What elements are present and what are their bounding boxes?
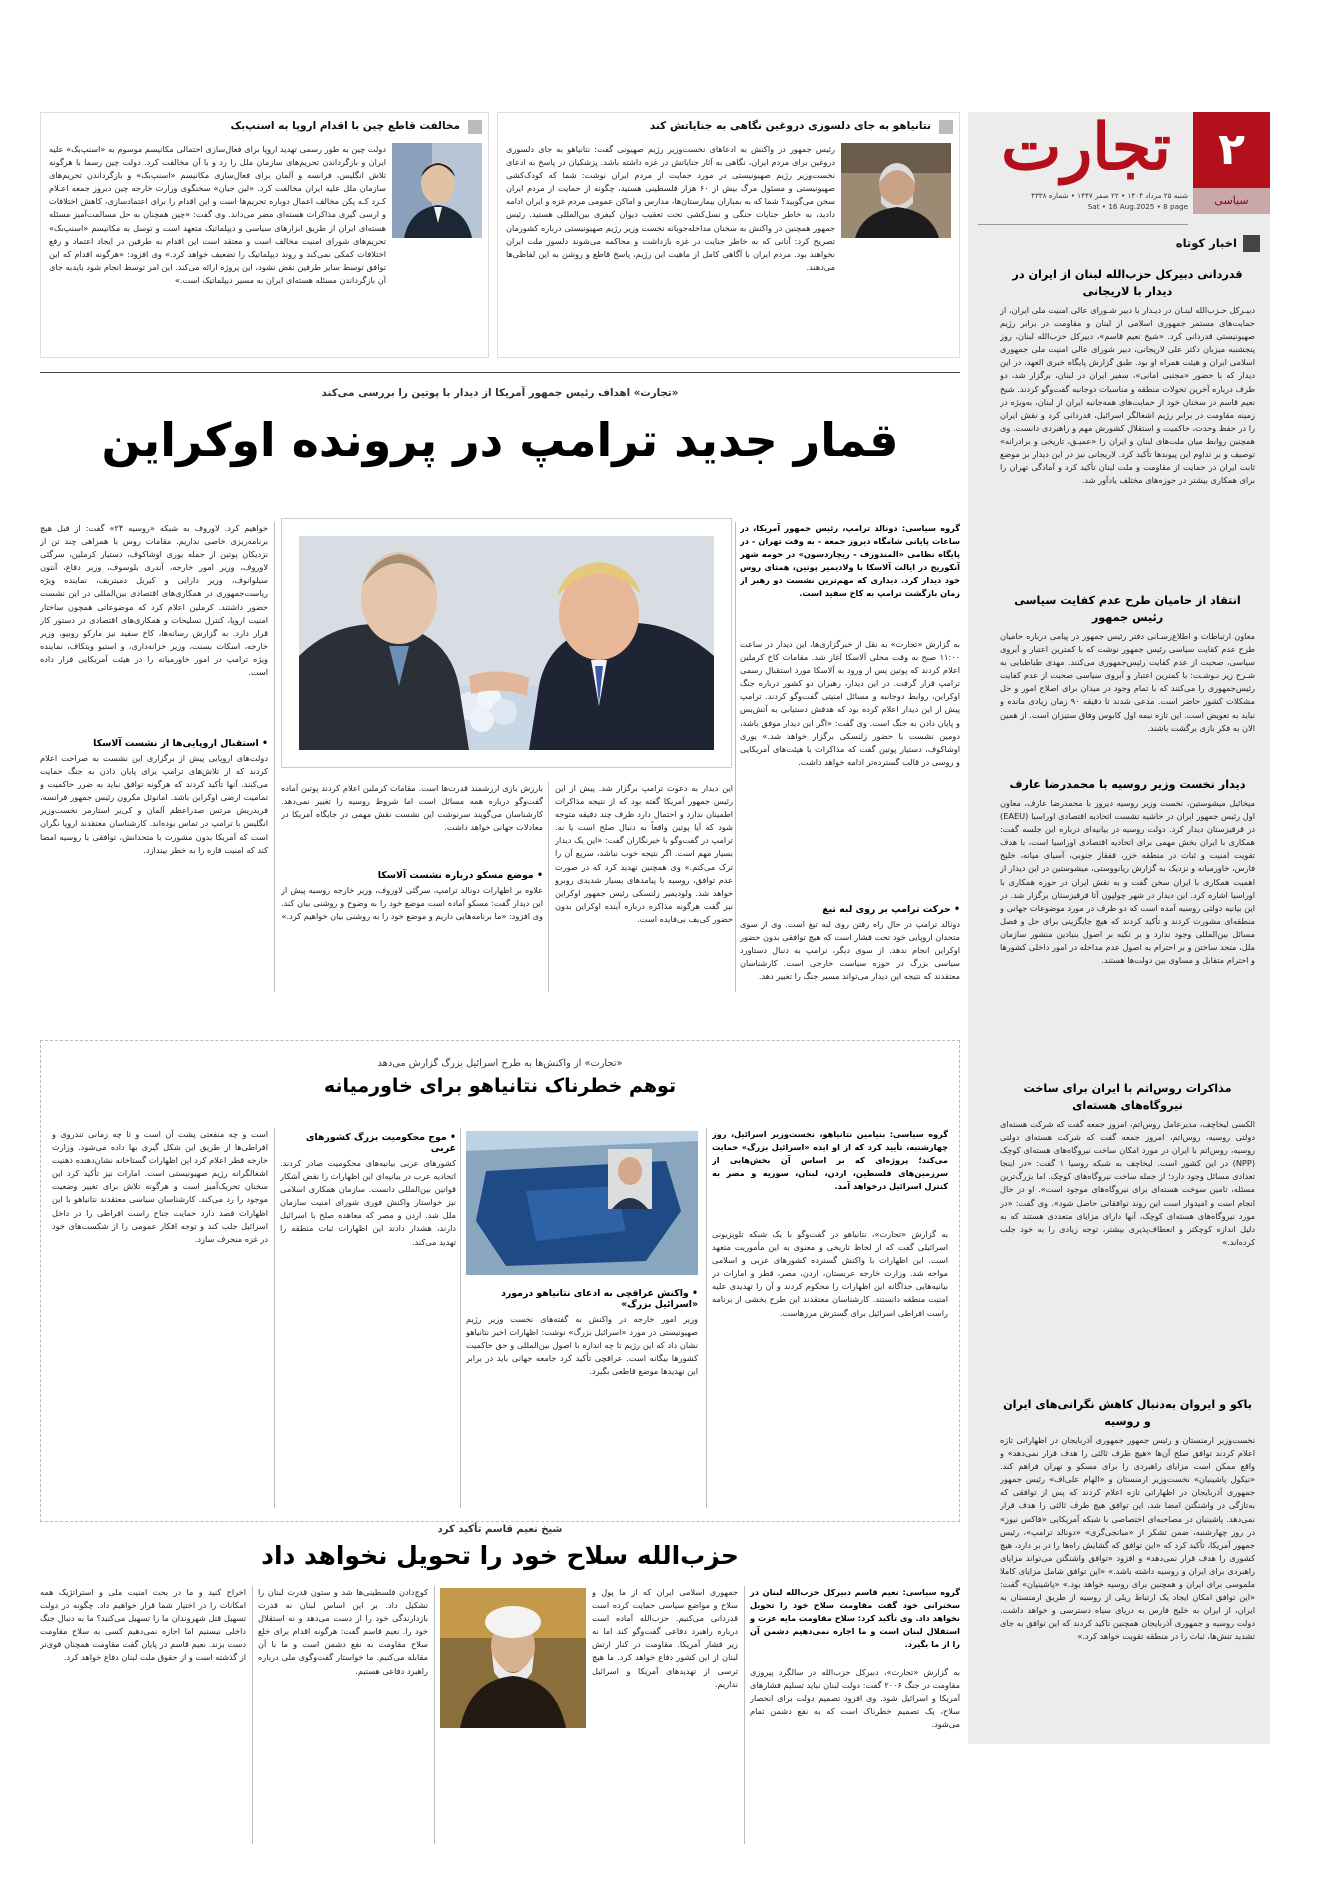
- net-col-2: [466, 1284, 698, 1493]
- main-headline: قمار جدید ترامپ در پرونده اوکراین: [101, 413, 899, 467]
- main-body: به گزارش «تجارت» به نقل از خبرگزاری‌ها، این دیدار در ساعت ۱۱:۰۰ صبح به وقت محلی آلاسکا آغاز شد. مقامات کاخ کرملین اعلام کردند که پوتین پس از ورود به آلاسکا مورد استقبال رسمی ترامپ قرار گرفت. در این دیدار، رهبران دو کشور درباره جنگ اوکراین، روابط دوجانبه و مسائل امنیتی گفت‌وگو کردند. ترامپ پیش از این دیدار اعلام کرده بود که هدفش دستیابی به آتش‌بس و پایان دادن به جنگ است. وی گفت: «اگر این دیدار موفق باشد، دومین نشست با حضور زلنسکی برگزار خواهد شد.» یوری اوشاکوف، دستیار پوتین گفت که مذاکرات با هیئت‌های آمریکایی و روسی در قالب گسترده‌تر ادامه خواهد داشت.: [740, 639, 960, 767]
- newspaper-logo: تجارت: [1001, 110, 1171, 185]
- main-col3-body-2: علاوه بر اظهارات دونالد ترامپ، سرگئی لاوروف، وزیر خارجه روسیه پیش از این دیدار گفت: مسکو آماده است موضع خود را به وضوح و روشنی بیان کند. وی افزود: «ما برنامه‌هایی داریم و موضع خود را به روشنی بیان خواهیم کرد.»: [281, 885, 543, 922]
- main-subhead: • حرکت ترامپ بر روی لبه تیغ: [822, 904, 960, 915]
- araghchi-subhead: • واکنش عراقچی به ادعای نتانیاهو درمورد «اسرائیل بزرگ»: [501, 1288, 698, 1310]
- arab-subhead: • موج محکومیت بزرگ کشورهای عربی: [305, 1132, 456, 1154]
- hez-col2-body: جمهوری اسلامی ایران که از ما پول و سلاح و مواضع سیاسی حمایت کرده است قدردانی می‌کنیم. حزب‌الله آماده است درباره راهبرد دفاعی گفت‌وگو کند اما نه زیر فشار آمریکا. مقاومت در کنار ارتش لبنان از این کشور دفاع خواهد کرد. ما هیچ ترسی از تهدیدهای آمریکا و اسرائیل نداریم.: [592, 1587, 738, 1689]
- main-col2-body: این دیدار به دعوت ترامپ برگزار شد. پیش از این رئیس جمهور آمریکا گفته بود که از نتیجه مذاکرات اطمینان ندارد و احتمال دارد ظرف چند دقیقه متوجه شود که آیا پوتین واقعاً به دنبال صلح است یا نه. ترامپ در گفت‌وگو با خبرنگاران گفت: «این یک دیدار بسیار مهم است. اگر نتیجه خوب نباشد، سریع آن را ترک می‌کنم.» وی همچنین تهدید کرد که در صورت عدم توافق، روسیه با پیامدهای بسیار شدیدی روبرو خواهد شد. ولودیمیر زلنسکی رئیس جمهور اوکراین نیز گفت هرگونه مذاکره درباره آینده اوکراین بدون حضور کی‌یف بی‌فایده است.: [555, 783, 733, 924]
- araghchi-body: وزیر امور خارجه در واکنش به گفته‌های نخست وزیر رژیم صهیونیستی در مورد «اسرائیل بزرگ» نوشت: اظهارات اخیر نتانیاهو نشان داد که این رژیم تا چه اندازه با اصول بین‌المللی و حق حاکمیت کشورها بیگانه است. عراقچی تأکید کرد جامعه جهانی باید در برابر این تهدیدها موضع قاطعی بگیرد.: [466, 1314, 698, 1377]
- net-col-3: [280, 1128, 456, 1497]
- news-body: میخائیل میشوستین، نخست وزیر روسیه دیروز با محمدرضا عارف، معاون اول رئیس جمهور ایران در حاشیه نشست اتحادیه اقتصادی اوراسیا (EAEU) در قرقیزستان دیدار کرد. دولت روسیه در بیانیه‌ای درباره این جلسه گفت: همکاری با ایران بخش مهمی برای اتحادیه اقتصادی اوراسیا است، با هدف تقویت امنیت و ثبات در منطقه خزر، قفقاز جنوبی، آسیای میانه، خلیج فارس، خاورمیانه و نزدیک به گزارش ریانووستی، میشوستین در این دیدار از اهمیت همکاری با ایران سخن گفت و به نقش ایران در حوزه همکاری با اوراسیا اشاره کرد. این دیدار در شهر چولپون آتا قرقیزستان برگزار شد. در این بیانیه دولتی روسیه آمده است که دو طرف در مورد موضوعات جهانی و منطقه‌ای مشورت کردند و تأکید کردند که هیچ جایگزینی برای حل و فصل مسائل بین‌المللی وجود ندارد و بر تکیه بر اصول بنیادین منشور سازمان ملل، متحد ساختن و بر احترام به اصول عدم مداخله در امور داخلی کشورها و احترام متقابل و مساوی بین دولت‌ها هستند.: [1000, 798, 1255, 966]
- news-body: معاون ارتباطات و اطلاع‌رسـانی دفتر رئیس جمهور در پیامی درباره حامیان طرح عدم کفایت سیاسی رئیس جمهور نوشت که با کمترین اعتبار و آبروی سیاسی، صحبت از عدم کفایت رئیس‌جمهوری می‌کنند. مهدی طباطبایی به شـرح زیر نـوشـت: با کمترین اعتبار و آبروی سیاسی صحبت از عدم کفایت رئیس‌جمهوری را می‌کنند که با تمام وجود در میدان برای اصلاح امور و حل مشکلات کشور حاضر است. مدعی شدند تا دقیقه ۹۰ زمان زیادی مانده و نباید به تعویض است. این تازه نیمه اول کابوس وفاق ستیزان است. از همین الان به فکر بازی برگشت باشند.: [1000, 631, 1255, 733]
- sidebar-news-1: [1000, 266, 1255, 616]
- date-en: Sat • 16 Aug.2025 • 8 page: [1087, 202, 1188, 211]
- hez-col-1: [750, 1586, 960, 1832]
- short-news-title: اخبار کوتاه: [1175, 236, 1237, 250]
- main-col4-body-2: دولت‌های اروپایی پیش از برگزاری این نشست به صراحت اعلام کردند که از تلاش‌های ترامپ برای پایان دادن به جنگ حمایت می‌کنند. آنها تأکید کردند که هرگونه توافق نباید به ضرر حاکمیت و تمامیت ارضی اوکراین باشد. امانوئل مکرون رئیس جمهور فرانسه، فریدریش مرتس صدراعظم آلمان و کی‌یر استارمر نخست‌وزیر انگلیس با ترامپ در تماس بوده‌اند. کارشناسان معتقدند اروپا نگران است که آمریکا بدون مشورت با متحدانش، توافقی با روسیه امضا کند که امنیت قاره را به خطر بیندازد.: [40, 753, 268, 855]
- greater-israel-map: [466, 1131, 698, 1275]
- net-col-1: [712, 1128, 948, 1506]
- news-title: انتقاد از حامیان طرح عدم کفایت سیاسی رئیس جمهور: [1014, 594, 1241, 624]
- square-icon: [468, 120, 482, 134]
- hez-body: به گزارش «تجارت»، دبیرکل حزب‌الله در سالگرد پیروزی مقاومت در جنگ ۲۰۰۶ گفت: دولت لبنان نباید تسلیم فشارهای آمریکا و اسرائیل شود. وی افزود تصمیم دولت برای انحصار سلاح، یک تصمیم خطرناک است که به نفع دشمن تمام می‌شود.: [750, 1667, 960, 1730]
- short-news-header: [1030, 232, 1260, 254]
- main-col-1: [740, 522, 960, 1014]
- main-col3-body: بارزش بازی ارزشمند قدرت‌ها است. مقامات کرملین اعلام کردند پوتین آماده گفت‌وگو درباره همه مسائل است اما شروط روسیه را تغییر نمی‌دهد. کارشناسان می‌گویند سرنوشت این نشست نقش مهمی در جایگاه آمریکا در معادلات جهانی خواهد داشت.: [281, 783, 543, 833]
- sidebar-news-5: [1000, 1396, 1255, 1774]
- china-body: دولت چین به طور رسمی تهدید اروپا برای فعال‌سازی احتمالی مکانیسم موسوم به «اسنپ‌بک» علیه ایران و بازگرداندن تحریم‌های سازمان ملل را رد و با آن مخالفت کرد. دولت چین رسما با هرگونه تلاش انگلیس، فرانسه و آلمان برای فعال‌سازی مکانیسم «اسنپ‌بک» و بازگرداندن تحریم‌های سازمان ملل علیه ایران مخالفت کرد. «لین جیان» سخنگوی وزارت خارجه چین دیروز جمعه اعـلام کـرد کـه پکن مخالف اعمال دوباره تحریم‌ها است و این اقدام را برای اعتمادسازی، کاهش اختلافات و ارسی گیری مذاکرات هسته‌ای مضر می‌داند. وی گفت: «چین همچنان به حل مسالمت‌آمیز مسئله هسته‌ای ایران از طریق ابزارهای سیاسی و دیپلماتیک متعهد است و توسل به مکانیسم «اسنپ‌بک» تحریم‌های شورای امنیت مخالف است و معتقد است این اقدام به طرفین در ایجاد اعتماد و رفع اختلافات کمکی نمی‌کند و روند دیپلماتیک را تضعیف خواهد کرد.» وی افزود: «هرگونه اقدام که این توافق توسط سایر طرفین نقض نشود، این پروژه ارائه می‌کند. این امر توسط انجام شود بایدبه جای آن بازگرداندن مسئله هسته‌ای ایران به مسیر دیپلماتیک است.»: [49, 144, 386, 285]
- main-body-2: دونالد ترامپ در حال راه رفتن روی لبه تیغ است. وی از سوی متحدان اروپایی خود تحت فشار است که هیچ توافقی بدون حضور اوکراین انجام ندهد. از سوی دیگر، ترامپ به دنبال دستاورد سیاسی بزرگ در حوزه سیاست خارجی است. کارشناسان معتقدند که نتیجه این دیدار می‌تواند مسیر جنگ را تغییر دهد.: [740, 919, 960, 982]
- main-col4-subhead: • استقبال اروپایی‌ها از نشست آلاسکا: [93, 738, 268, 749]
- news-body: دبیـرکل حـزب‌الله لبنـان در دیـدار با دبیر شـورای عالی امنیت ملی ایران، از حمایت‌های مستمر جمهوری اسلامی از لبنان و مقاومت در برابر رژیم صهیونیستی قدردانی کرد. «شیخ نعیم قاسم»، دبیرکل حزب‌الله لبنان، روز پنجشنبه میزبان دکتر علی لاریجانی، دبیر شورای عالی امنیت ملی جمهوری اسلامی ایران و هیئت همراه او بود. طبق گزارش پایگاه خبری العهد، در این دیدار که با حضور «مجتبی امانی»، سفیر ایران در لبنان، برگزار شد، دو طرف درباره آخرین تحولات منطقه و مناسبات دوجانبه گفت‌وگو کردند. شیخ نعیم قاسم در سخنان خود از حمایت‌های همه‌جانبه ایران از لبنان، به‌ویژه در زمینه مقاومت در برابر رژیم اشغالگر اسرائیل، قدردانی کرد و نقش ایران را در حفظ وحدت، حاکمیت و استقلال کشورش مهم و راهبردی دانست. وی همچنین روابط میان ملت‌های لبنان و ایران را «عمیـق، تاریخی و برادرانه» توصیف و بر تداوم این پیوندها تأکید کرد. لاریجانی نیز در این دیدار بر موضع ثابت ایران در حمایت از مقاومت و ملت لبنان تأکید کرد و آمادگی تهران را برای همکاری بیشتر در حوزه‌های مختلف یادآور شد.: [1000, 305, 1255, 486]
- netanyahu-headline: توهم خطرناک نتانیاهو برای خاورمیانه: [323, 1075, 677, 1097]
- sidebar-news-3: [1000, 776, 1255, 1067]
- hezbollah-headline: حزب‌الله سلاح خود را تحویل نخواهد داد: [261, 1541, 739, 1570]
- hez-col-2: [592, 1586, 738, 1842]
- hez-col3-body: کوچ‌دادن فلسطینی‌ها شد و ستون قدرت لبنان را تشکیل داد. بر این اساس لبنان نه قدرت بازدارندگی خود را از دست می‌دهد و نه استقلال خود را. نعیم قاسم گفت: هرگونه اقدام برای خلع سلاح مقاومت به نفع دشمن است و ما با آن مقابله می‌کنیم. ما خواستار گفت‌وگوی ملی درباره راهبرد دفاعی هستیم.: [258, 1587, 428, 1676]
- net-lead: گروه سیاسی: بنیامین نتانیاهو، نخست‌وزیر اسرائیل، روز چهارشنبه، تأیید کرد که از او ایده «اسرائیل بزرگ» حمایت می‌کند؛ پروژه‌ای که بر اساس آن بخش‌هایی از سرزمین‌های فلسطین، اردن، لبنان، سوریه و مصر به کنترل اسرائیل درخواهد آمد.: [712, 1129, 948, 1192]
- netanyahu-kicker: «تجارت» از واکنش‌ها به طرح اسرائیل بزرگ گزارش می‌دهد: [377, 1058, 623, 1069]
- hez-col-4: [40, 1586, 246, 1842]
- net-body: به گزارش «تجارت»، نتانیاهو در گفت‌وگو با یک شبکه تلویزیونی اسرائیلی گفت که از لحاظ تاریخی و معنوی به این مأموریت متعهد است. این اظهارات با واکنش گسترده کشورهای عربی و اسلامی مواجه شد. وزارت خارجه عربستان، اردن، مصر، قطر و امارات در بیانیه‌هایی جداگانه این اظهارات را محکوم کردند و آن را تهدیدی علیه امنیت منطقه دانستند. کارشناسان معتقدند این طرح بخشی از برنامه راست افراطی اسرائیل برای گسترش مرزهاست.: [712, 1229, 948, 1318]
- section-label: سیاسی: [1193, 188, 1270, 214]
- date-fa: شنبه ۲۵ مرداد ۱۴۰۴ • ۲۲ صفر ۱۴۴۷ • شماره ۴۳۳۸: [1031, 191, 1188, 200]
- pezeshkian-photo: [841, 143, 951, 238]
- main-lead: گروه سیاسی: دونالد ترامپ، رئیس جمهور آمریکا، در ساعات پایانی شامگاه دیروز جمعه - به وقت تهران - در پایگاه نظامی «المندورف - ریچاردسون» در حومه شهر آنکوریج در ایالت آلاسکا با ولادیمیر پوتین، همتای روس خود دیدار کرد. دیداری که مهم‌ترین نشست دو رهبر از زمان بازگشت ترامپ به کاخ سفید است.: [740, 523, 960, 599]
- pezeshkian-body: رئیس جمهور در واکنش به ادعاهای نخست‌وزیر رژیم صهیونی گفت: نتانیاهو به جای دلسوزی دروغین برای مردم ایران، نگاهی به آثار جنایاتش در غزه داشته باشد. پزشکیان در پاسخ به ادعای نخست‌وزیر رژیم صهیونیستی در مورد حمایت از مردم ایران نوشت: شما که کودک‌کشی صهیونیستی و مسئول مرگ بیش از ۶۰ هزار فلسطینی هستید، چگونه از حمایت از مردم ایران سخن می‌گویید؟ شما که به بمباران بیمارستان‌ها، مدارس و اماکن عمومی مردم غزه و ایران ادامه دادید، به خاطر جنایات جنگی و نسل‌کشی تحت تعقیب دیوان کیفری بین‌المللی هستید. رئیس جمهور همچنین در واکنش به سخنان مداخله‌جویانه نخست وزیر رژیم صهیونیستی درباره کشورمان تصریح کرد: آنانی که به خاطر جنایت در غزه بازداشت و محاکمه می‌شوند دلسوز ملت ایران نخواهند بود. مردم ایران با آگاهی کامل از ماهیت این رژیم، پاسخ قاطع و روشن به این لفاظی‌ها می‌دهند.: [506, 144, 835, 272]
- pezeshkian-title: نتانیاهو به جای دلسوزی دروغین نگاهی به جنایاتش کند: [649, 120, 931, 132]
- news-body: نخست‌وزیر ارمنستان و رئیس جمهور جمهوری آذربایجان در اظهاراتی تازه اعلام کردند توافق صلح آن‌ها «هیچ طرف ثالثی را هدف قرار نمی‌دهد» و واقع ممکن است مزایای راهبردی را برای مسکو و تهران فراهم کند. «نیکول پاشینیان» نخست‌وزیر ارمنستان و «الهام علی‌اف» رئیس جمهور جمهوری آذربایجان در اظهاراتی تازه اعلام کردند که پس از توافقی که به‌تازگی در واشنگتن امضا شد، این توافق هیچ طرف ثالثی را هدف قرار نمی‌دهد. پاشینیان در مصاحبه‌ای اختصاصی با شبکه آمریکایی «فاکس نیوز» در روز چهارشنبه، ضمن تشکر از «میانجی‌گری» «دونالد ترامپ»، رئیس جمهور آمریکا، تأکید کرد که «این توافق که گشایش راه‌ها را در بر دارد، هیچ کشوری را هدف قرار نمی‌دهد» و افزود «توافق واشنگتن می‌تواند مزایای راهبردی برای ایران و روسیه داشته باشد.» «این توافق شامل مزایای کاملا ملموسی برای ایران و همچنین برای روسیه خواهد بود.» «پاشینیان» گفت: «این توافق امکان ایجاد یک ارتباط ریلی از روسیه از طریق ارمنستان به ایران، از ایران به خلیج فارس به دریای سیاه دسترسی و خواهد داشت. دولت روسیه و جمهوری آذربایجان همچنین تاکید کردند که این توافق به جای تشدید تنش‌ها، ثبات را در منطقه تقویت خواهد کرد.»: [1000, 1435, 1255, 1642]
- hez-lead: گروه سیاسی: نعیم قاسم دبیرکل حزب‌الله لبنان در سخنرانی خود گفت مقاومت سلاح خود را تحویل نخواهد داد. وی تأکید کرد: سلاح مقاومت مایه عزت و استقلال لبنان است و ما اجازه نمی‌دهیم دشمن آن را از ما بگیرد.: [750, 1587, 960, 1650]
- net-col-4: [52, 1128, 268, 1504]
- main-kicker: «تجارت» اهداف رئیس جمهور آمریکا از دیدار با پوتین را بررسی می‌کند: [321, 387, 679, 399]
- news-title: باکو و ایروان به‌دنبال کاهش نگرانی‌های ایران و روسیه: [1003, 1398, 1252, 1428]
- hezbollah-kicker: شیخ نعیم قاسم تأکید کرد: [437, 1524, 563, 1535]
- main-col-2: [555, 782, 733, 992]
- dateline: [978, 190, 1188, 212]
- main-col3-subhead: • موضع مسکو درباره نشست آلاسکا: [377, 870, 543, 881]
- page-number: ۲: [1193, 112, 1270, 188]
- square-icon: [1243, 235, 1260, 252]
- trump-putin-photo: [281, 518, 732, 768]
- china-snapback-box: [40, 112, 489, 358]
- news-title: دیدار نخست وزیر روسیه با محمدرضا عارف: [1009, 778, 1246, 791]
- sidebar-news-2: [1000, 592, 1255, 780]
- lin-jian-photo: [392, 143, 482, 238]
- news-title: قدردانی دبیرکل حزب‌الله لبنان از ایران در دیدار با لاریجانی: [1012, 268, 1243, 298]
- square-icon: [939, 120, 953, 134]
- china-title: مخالفت قاطع چین با اقدام اروپا به اسنپ‌بک: [230, 120, 460, 132]
- naim-qassem-photo: [440, 1588, 586, 1728]
- news-body: الکسی لیخاچف، مدیرعامل روس‌اتم، امروز جمعه گفت که شرکت هسته‌ای دولتی روسیه، روس‌اتم، امروز جمعه گفت که شرکت هسته‌ای دولتی روسیه، روس‌اتم با ایران در مورد امکان ساخت نیروگاه‌های هسته‌ای کوچک (NPP) در این کشور است. لیخاچف به شبکه روسیا ۱ گفت: «در اینجا تعدادی مسائل وجود دارد؛ از جمله ساخت نیروگاه‌های کوچک. اما بزرگ‌ترین مسئله، تامین سوخت هسته‌ای برای نیروگاه‌های موجود است». او در حال انجام است و امیدوار است این روند توافقاتی حاصل شود». وی گفت: «در مورد نیروگاه‌های هسته‌ای کوچک، آنها دارای مزایای متعددی هستند که به دلیل اندازه کوچکتر و انعطاف‌پذیری بیشتر، توجه زیادی را به خود جلب کرده‌اند.»: [1000, 1119, 1255, 1247]
- main-col-4: [40, 522, 268, 984]
- main-col-3: [281, 782, 543, 982]
- arab-body: کشورهای عربی بیانیه‌های محکومیت صادر کردند. اتحادیه عرب در بیانیه‌ای این اظهارات را نقض آشکار قوانین بین‌المللی دانست. سازمان همکاری اسلامی نیز خواستار واکنش فوری شورای امنیت سازمان ملل شد. اردن و مصر که معاهده صلح با اسرائیل دارند، هشدار دادند این اظهارات ثبات منطقه را تهدید می‌کند.: [280, 1158, 456, 1247]
- sidebar-news-4: [1000, 1080, 1255, 1400]
- net-col4-body: است و چه منفعتی پشت آن است و تا چه زمانی تندروی و افراطی‌ها از طریق این شکل گیری بها داده می‌شود. وزارت خارجه قطر اعلام کرد این اظهارات گستاخانه نشان‌دهنده ذهنیت اشغالگرانه رژیم صهیونیستی است. امارات نیز تأکید کرد این سخنان تحریک‌آمیز است و هرگونه تلاش برای تغییر وضعیت موجود را رد می‌کند. کارشناسان سیاسی معتقدند نتانیاهو با این اظهارات قصد دارد حمایت جناح راست افراطی را در داخل اسرائیل جلب کند و توجه افکار عمومی را از شکست‌های خود در غزه منحرف سازد.: [52, 1129, 268, 1244]
- news-title: مذاکرات روس‌اتم با ایران برای ساخت نیروگاه‌های هسته‌ای: [1023, 1082, 1232, 1112]
- hez-col-3: [258, 1586, 428, 1842]
- netanyahu-pezeshkian-box: [497, 112, 960, 358]
- main-col4-body: خواهیم کرد. لاوروف به شبکه «روسیه ۲۴» گفت: از قبل هیچ برنامه‌ریزی خاصی نداریم. مقامات روس با همراهی چند تن از نزدیکان پوتین از جمله یوری اوشاکوف، دستیار کرملین، سرگئی لاوروف، وزیر امور خارجه، آندری بلوسوف، وزیر دفاع، آنتون سیلوانوف، وزیر دارایی و کیریل دمیتریف، نماینده ویژه ریاست‌جمهوری در همکاری‌های اقتصادی بین‌المللی در این نشست حضور داشتند. کرملین اعلام کرد که موضوعاتی همچون ساختار امنیت اروپا، کنترل تسلیحات و همکاری‌های اقتصادی در دستور کار قرار دارد. به گزارش رسانه‌ها، کاخ سفید نیز مارکو روبیو، وزیر خارجه، اسکات بسنت، وزیر خزانه‌داری، و استیو ویتکاف، نماینده ویژه ترامپ در امور خاورمیانه را در هیئت آمریکایی قرار داده است.: [40, 523, 268, 678]
- hez-col4-body: اخراج کنید و ما در بحث امنیت ملی و استراتژیک همه امکانات را در اختیار شما قرار خواهیم داد. چگونه در دولت تسهیل قتل شهروندان ما را تسهیل می‌کنید؟ ما به دنبال جنگ داخلی نیستیم اما اجازه نمی‌دهیم کسی به سلاح مقاومت دست بزند. نعیم قاسم در پایان گفت مقاومت همچنان قوی‌تر از گذشته است و از حقوق ملت لبنان دفاع خواهد کرد.: [40, 1587, 246, 1663]
